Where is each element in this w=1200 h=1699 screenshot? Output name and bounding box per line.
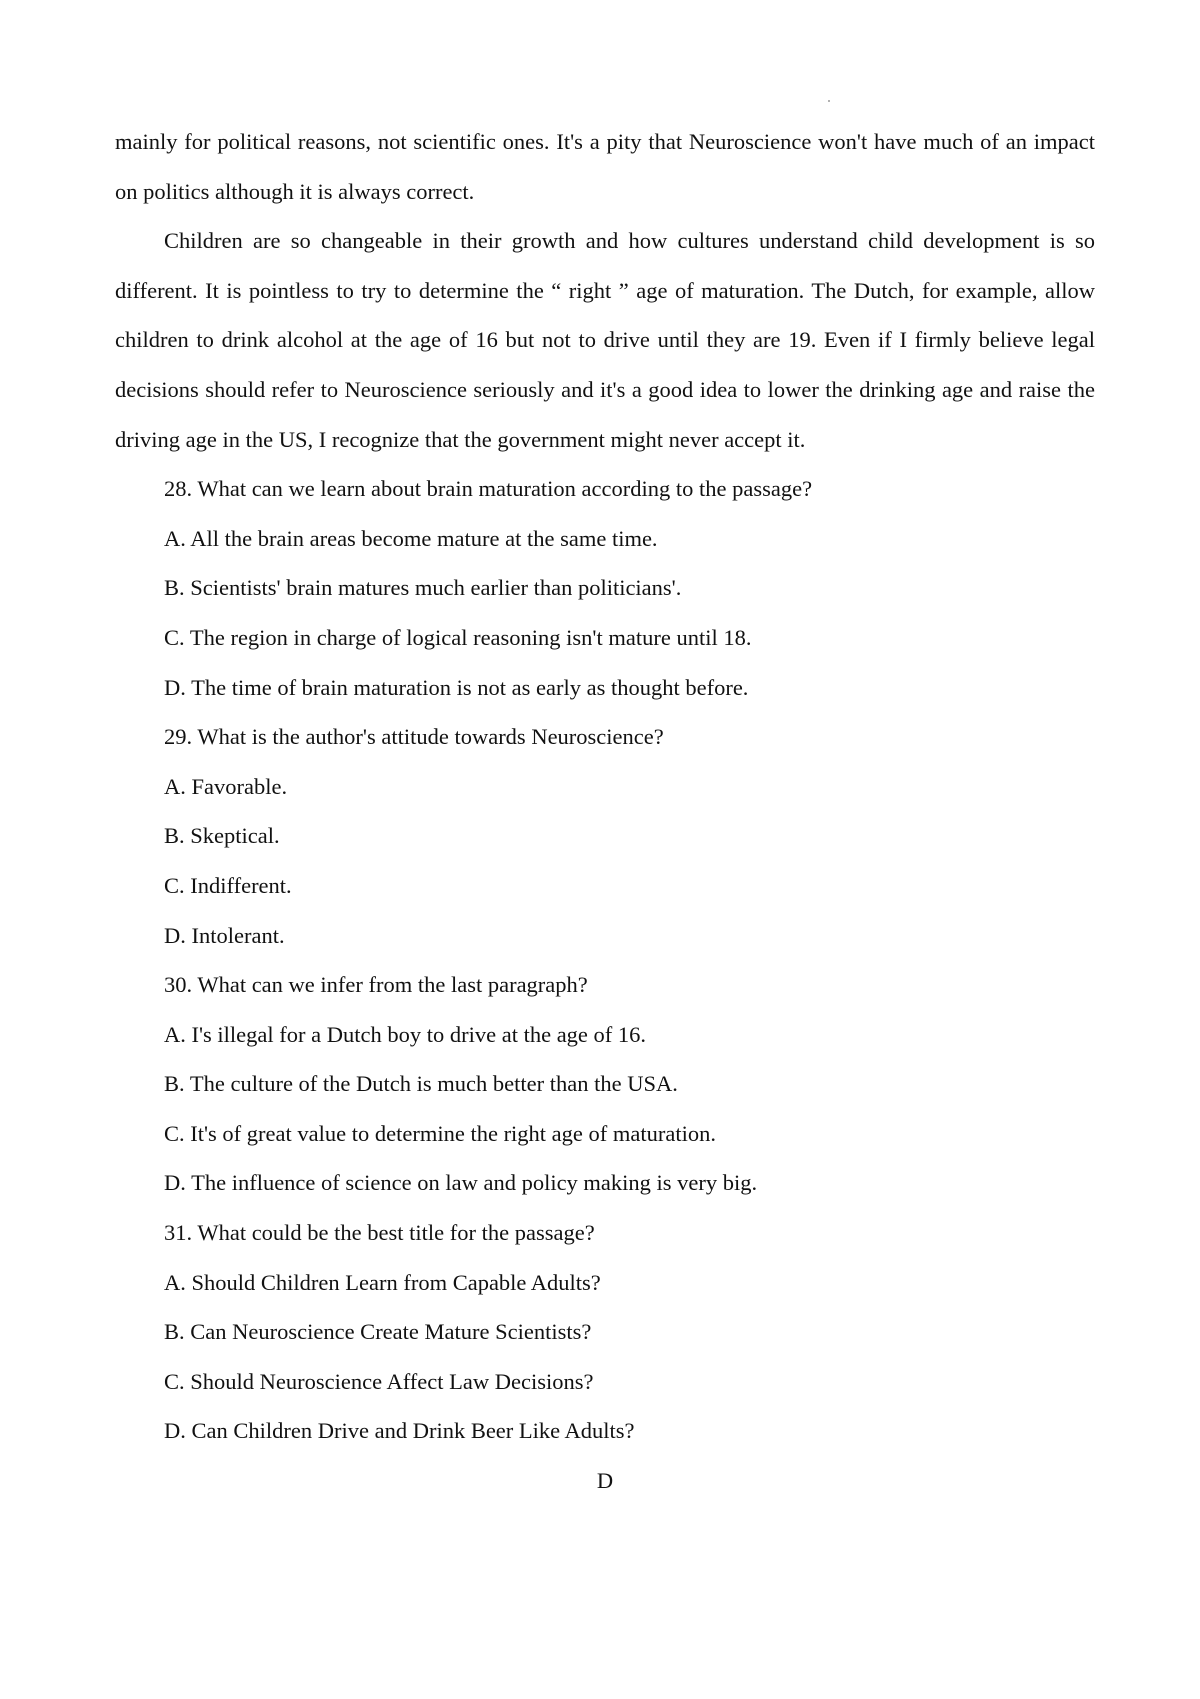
question-stem: 30. What can we infer from the last paragraph?	[164, 972, 588, 998]
option-d: D. Intolerant.	[164, 922, 285, 948]
option-a: A. All the brain areas become mature at the same time.	[164, 525, 658, 551]
next-section-heading: D	[596, 1468, 614, 1494]
option-a: A. Favorable.	[164, 773, 288, 799]
question-29	[115, 712, 1095, 960]
option-d: D. The time of brain maturation is not as early as thought before.	[164, 674, 749, 700]
question-31	[115, 1208, 1095, 1456]
option-d: D. Can Children Drive and Drink Beer Like Adults?	[164, 1418, 635, 1444]
question-stem: 29. What is the author's attitude towards Neuroscience?	[164, 724, 664, 750]
option-b: B. The culture of the Dutch is much better than the USA.	[164, 1071, 678, 1097]
option-b: B. Can Neuroscience Create Mature Scientists?	[164, 1319, 592, 1345]
stray-mark	[828, 100, 830, 102]
question-30	[115, 960, 1095, 1208]
option-a: A. Should Children Learn from Capable Adults?	[164, 1269, 601, 1295]
option-b: B. Scientists' brain matures much earlier than politicians'.	[164, 575, 682, 601]
option-b: B. Skeptical.	[164, 823, 280, 849]
passage-paragraph-continued: mainly for political reasons, not scientific ones. It's a pity that Neuroscience won't have much of an impact on politics although it is always correct.	[115, 129, 1095, 204]
question-stem: 28. What can we learn about brain maturation according to the passage?	[164, 476, 813, 502]
option-a: A. I's illegal for a Dutch boy to drive at the age of 16.	[164, 1021, 647, 1047]
question-stem: 31. What could be the best title for the passage?	[164, 1220, 595, 1246]
option-c: C. Indifferent.	[164, 872, 292, 898]
document-page	[115, 117, 1095, 1506]
question-28	[115, 464, 1095, 712]
passage-paragraph-last: Children are so changeable in their growth and how cultures understand child development is so different. It is pointless to try to determine the “ right ” age of maturation. The Dutch, for example, allow children to drink alcohol at the age of 16 but not to drive until they are 19. Even if I firmly believe legal decisions should refer to Neuroscience seriously and it's a good idea to lower the drinking age and raise the driving age in the US, I recognize that the government might never accept it.	[115, 228, 1095, 452]
option-c: C. The region in charge of logical reasoning isn't mature until 18.	[164, 624, 752, 650]
option-c: C. It's of great value to determine the right age of maturation.	[164, 1120, 716, 1146]
option-c: C. Should Neuroscience Affect Law Decisions?	[164, 1368, 594, 1394]
option-d: D. The influence of science on law and policy making is very big.	[164, 1170, 758, 1196]
